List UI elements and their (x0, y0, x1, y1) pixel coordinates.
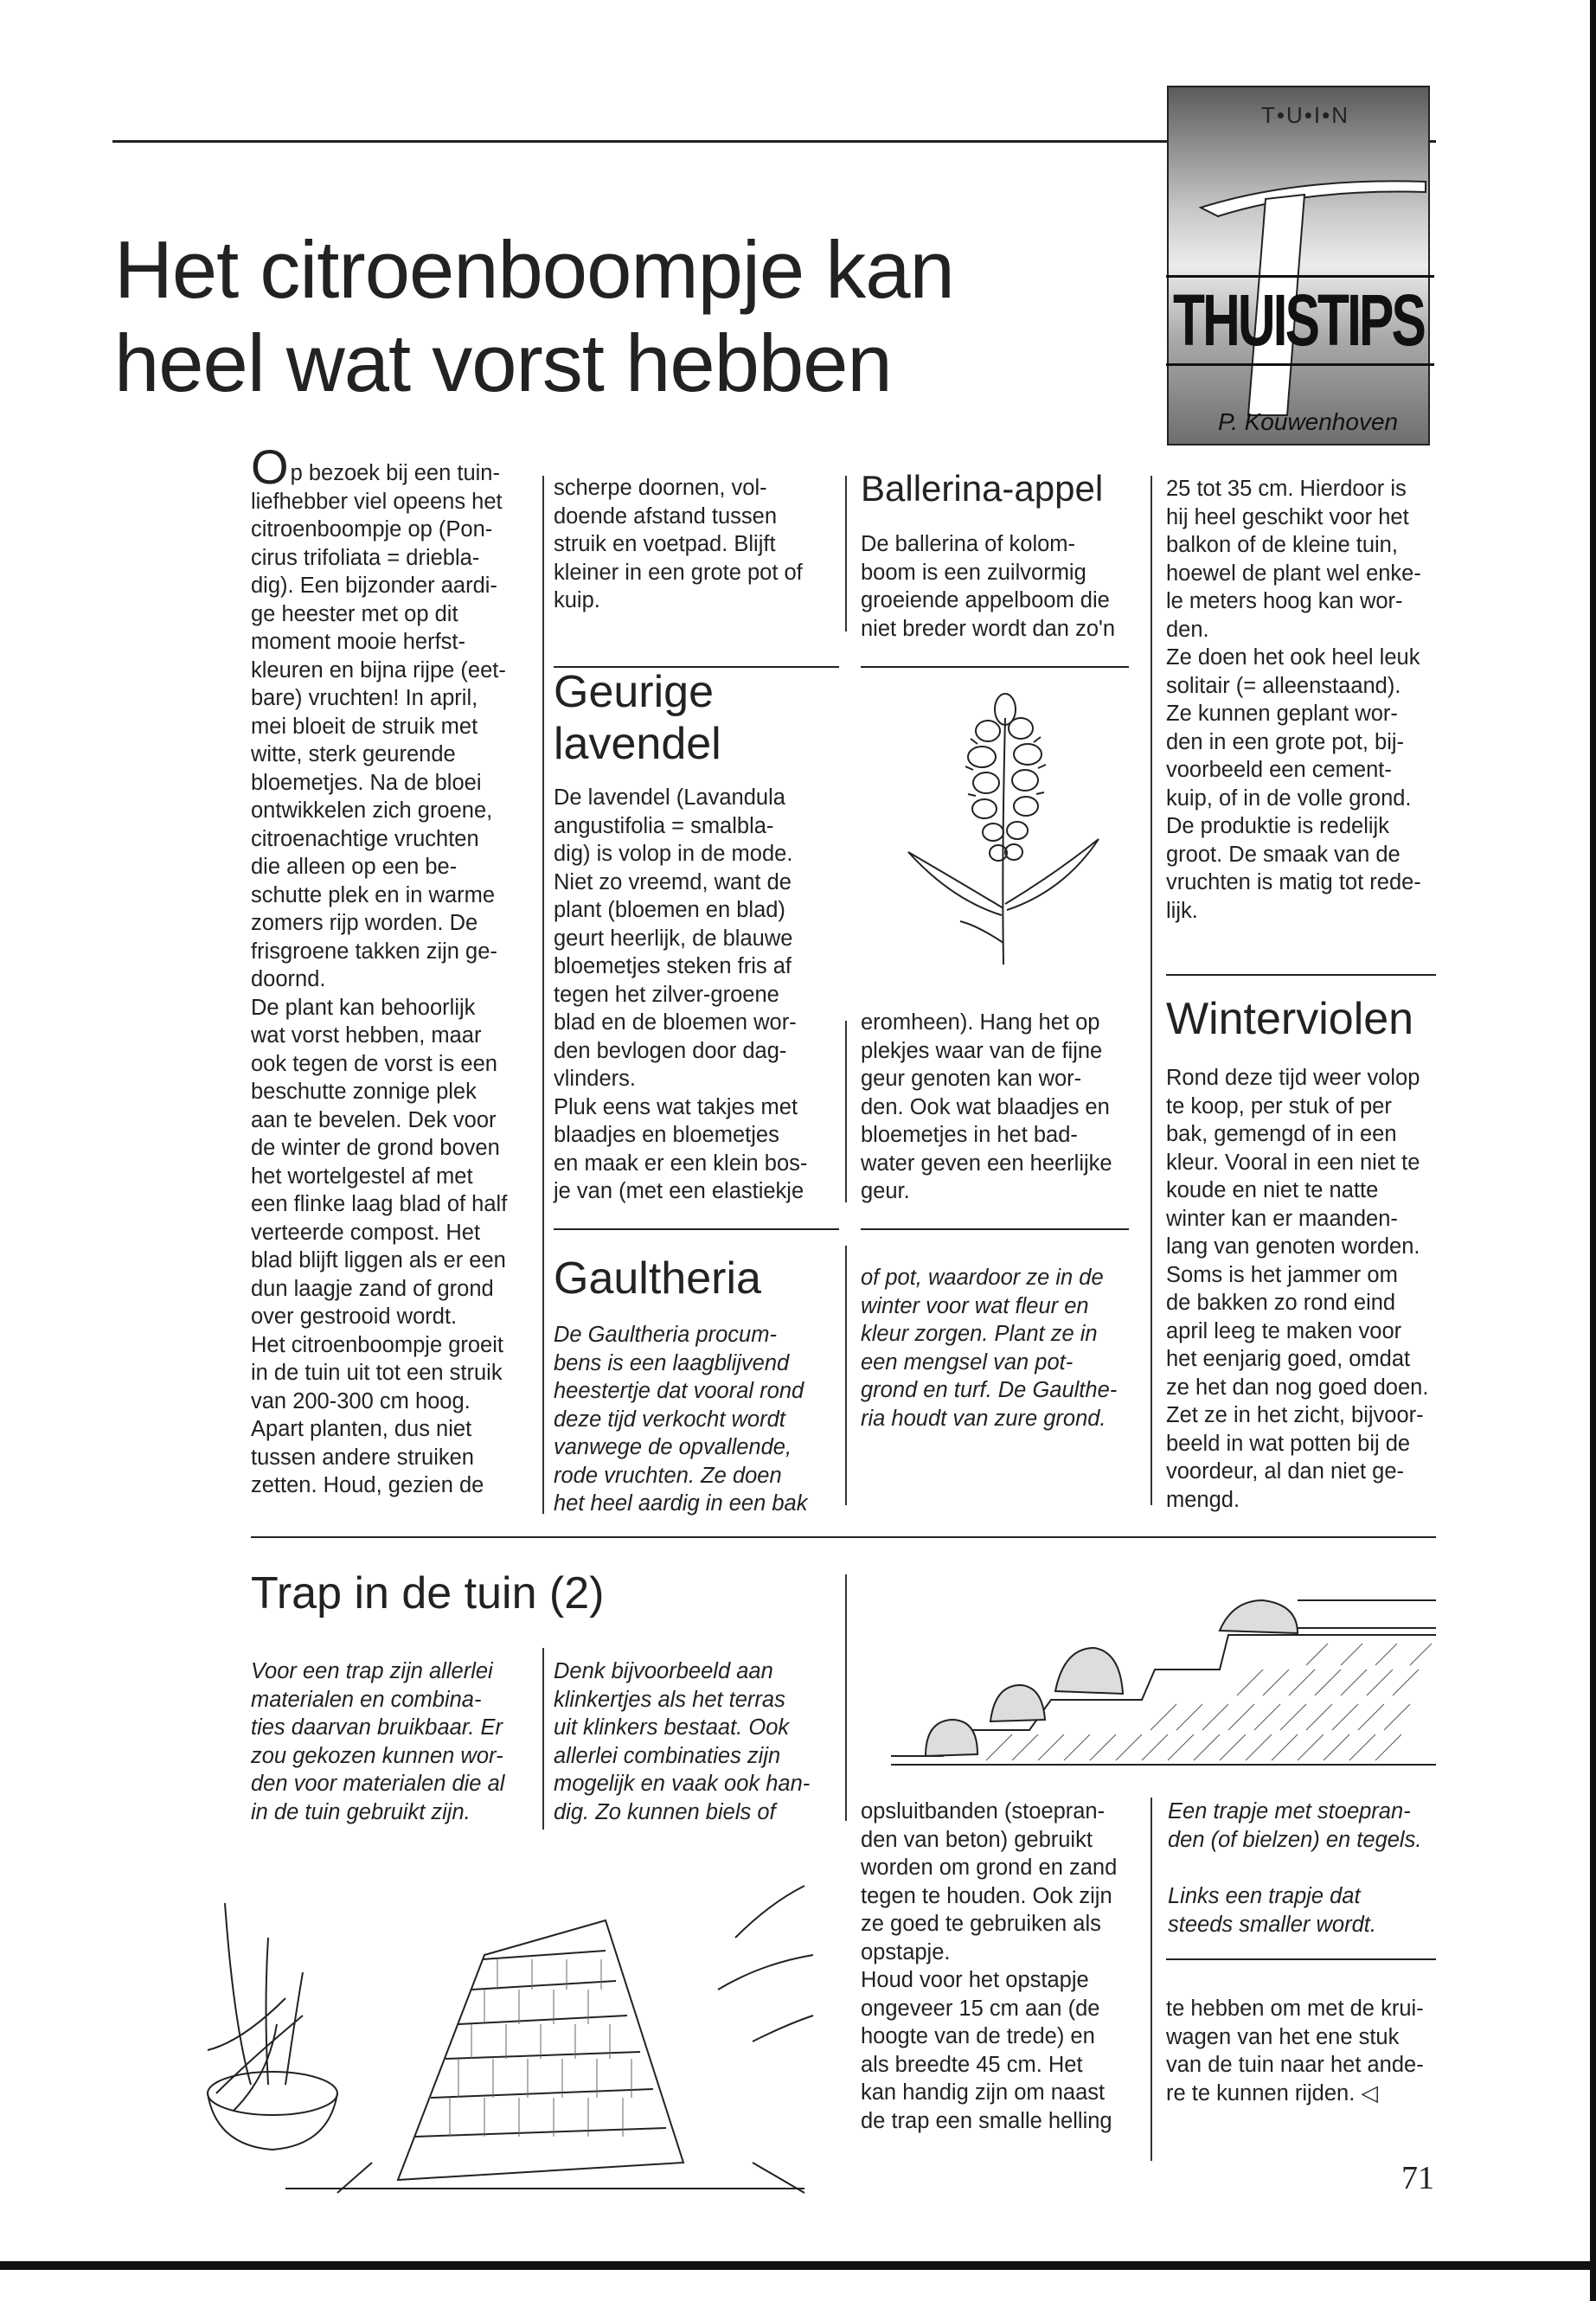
column-divider (542, 1648, 544, 1830)
gaultheria-text: De Gaultheria procum- bens is een laagblijvend heestertje dat vooral rond deze tijd verkocht wordt vanwege de opvallende, rode vruchten. Ze doen het heel aardig in een bak (554, 1323, 808, 1516)
trap-caption-2 (1168, 1882, 1436, 1939)
column-divider (845, 1574, 847, 1821)
lavender-body-cont (861, 1009, 1138, 1206)
gaultheria-body-cont (861, 1264, 1138, 1433)
lavender-heading: Geurige lavendel (554, 667, 721, 769)
gaultheria-heading: Gaultheria (554, 1253, 761, 1304)
page-edge (0, 2261, 1596, 2270)
garden-stairs-illustration (199, 1851, 822, 2197)
section-rule (1166, 1958, 1436, 1960)
caption-2-text: Links een trapje dat steeds smaller wordt. (1168, 1884, 1376, 1937)
trap-col4-text: te hebben om met de krui- wagen van het ene stuk van de tuin naar het ande- re te kunnen rijden. ◁ (1166, 1997, 1424, 2106)
column-divider (542, 476, 544, 1514)
trap-col3 (861, 1798, 1138, 2135)
column-divider (845, 1021, 847, 1202)
winterviolen-heading: Winterviolen (1166, 994, 1414, 1044)
page-edge (1590, 0, 1596, 2301)
thuistips-logo (1166, 87, 1434, 448)
col2-text: scherpe doornen, vol- doende afstand tussen struik en voetpad. Blijft kleiner in een grote pot of kuip. (554, 476, 803, 612)
ballerina-body-cont (1166, 475, 1443, 925)
author-name: P. Kouwenhoven (1218, 408, 1399, 435)
column-divider (1151, 1798, 1152, 2161)
ballerina-text: De ballerina of kolom- boom is een zuilvormig groeiende appelboom die niet breder wordt dan zo'n (861, 532, 1116, 641)
section-rule (1166, 974, 1436, 976)
gaultheria-cont-text: of pot, waardoor ze in de winter voor wat fleur en kleur zorgen. Plant ze in een mengsel van pot- grond en turf. De Gaulthe- ria houdt van zure grond. (861, 1266, 1118, 1431)
logo-graphic (1166, 87, 1434, 448)
article-title: Het citroenboompje kan heel wat vorst hebben (114, 224, 954, 408)
series-label: T•U•I•N (1261, 102, 1349, 128)
caption-1-text: Een trapje met stoepran- den (of bielzen) en tegels. (1168, 1799, 1422, 1852)
section-rule (251, 1536, 1436, 1538)
article-body-col2 (554, 474, 830, 615)
trap-col1-text: Voor een trap zijn allerlei materialen en combina- ties daarvan bruikbaar. Er zou gekozen kunnen wor- den voor materialen die al in de tuin gebruikt zijn. (251, 1659, 505, 1824)
ballerina-heading: Ballerina-appel (861, 468, 1104, 509)
trap-heading: Trap in de tuin (2) (251, 1568, 605, 1618)
ballerina-cont-text: 25 tot 35 cm. Hierdoor is hij heel geschikt voor het balkon of de kleine tuin, hoewel de plant wel enke- le meters hoog kan wor- den. Ze doen het ook heel leuk solitair (= alleenstaand). Ze kunnen geplant wor- den in een grote pot, bij- voorbeeld een cement- kuip, of in de volle grond. De produktie is redelijk groot. De smaak van de vruchten is matig tot rede- lijk. (1166, 477, 1421, 923)
trap-col4 (1166, 1995, 1443, 2107)
lavender-text: De lavendel (Lavandula angustifolia = smalbla- dig) is volop in de mode. Niet zo vreemd, want de plant (bloemen en blad) geurt heerlijk, de blauwe bloemetjes steken fris af tegen het zilver-groene blad en de bloemen wor- den bevlogen door dag- vlinders. Pluk eens wat takjes met blaadjes en bloemetjes en maak er een klein bos- je van (met een elastiekje (554, 785, 808, 1203)
trap-col1 (251, 1657, 528, 1826)
lavender-body (554, 784, 830, 1206)
column-divider (1151, 476, 1152, 1505)
ballerina-body (861, 530, 1138, 643)
logo-text: THUISTIPS (1173, 279, 1424, 361)
trap-col2-text: Denk bijvoorbeeld aan klinkertjes als het terras uit klinkers bestaat. Ook allerlei combinaties zijn mogelijk en vaak ook han- dig. Zo kunnen biels of (554, 1659, 811, 1824)
winterviolen-body (1166, 1064, 1443, 1514)
article-body-col1 (251, 439, 528, 1500)
column-divider (845, 476, 847, 631)
section-rule (861, 666, 1129, 668)
trap-col3-text: opsluitbanden (stoepran- den van beton) gebruikt worden om grond en zand tegen te houden. Ook zijn ze goed te gebruiken als opstapje. Houd voor het opstapje ongeveer 15 cm aan (de hoogte van de trede) en als breedte 45 cm. Het kan handig zijn om naast de trap een smalle helling (861, 1799, 1118, 2133)
section-rule (861, 1228, 1129, 1230)
trap-col2 (554, 1657, 830, 1826)
stairs-illustration-right (891, 1583, 1436, 1791)
col1-text: p bezoek bij een tuin- liefhebber viel opeens het citroenboompje op (Pon- cirus trifoliata = driebla- dig). Een bijzonder aardi- ge heester met op dit moment mooie herfst- kleuren en bijna rijpe (eet- bare) vruchten! In april, mei bloeit de struik met witte, sterk geurende bloemetjes. Na de bloei ontwikkelen zich groene, citroenachtige vruchten die alleen op een be- schutte plek en in warme zomers rijp worden. De frisgroene takken zijn ge- doornd. De plant kan behoorlijk wat vorst hebben, maar ook tegen de vorst is een beschutte zonnige plek aan te bevelen. Dek voor de winter de grond boven het wortelgestel af met een flinke laag blad of half verteerde compost. Het blad blijft liggen als er een dun laagje zand of grond over gestrooid wordt. Het citroenboompje groeit in de tuin uit tot een struik van 200-300 cm hoog. Apart planten, dus niet tussen andere struiken zetten. Houd, gezien de (251, 461, 508, 1497)
column-divider (845, 1246, 847, 1505)
lavender-illustration (891, 683, 1116, 969)
section-rule (554, 1228, 839, 1230)
lavender-cont-text: eromheen). Hang het op plekjes waar van de fijne geur genoten kan wor- den. Ook wat blaadjes en bloemetjes in het bad- water geven een heerlijke geur. (861, 1010, 1112, 1203)
drop-cap: O (251, 439, 289, 494)
trap-caption-1 (1168, 1798, 1436, 1854)
winterviolen-text: Rond deze tijd weer volop te koop, per stuk of per bak, gemengd of in een kleur. Vooral in een niet te koude en niet te natte winter kan er maanden- lang van genoten worden. Soms is het jammer om de bakken zo rond eind april leeg te maken voor het eenjarig goed, omdat ze het dan nog goed doen. Zet ze in het zicht, bijvoor- beeld in wat potten bij de voordeur, al dan niet ge- mengd. (1166, 1066, 1429, 1512)
page-number: 71 (1401, 2160, 1434, 2196)
gaultheria-body (554, 1321, 830, 1518)
